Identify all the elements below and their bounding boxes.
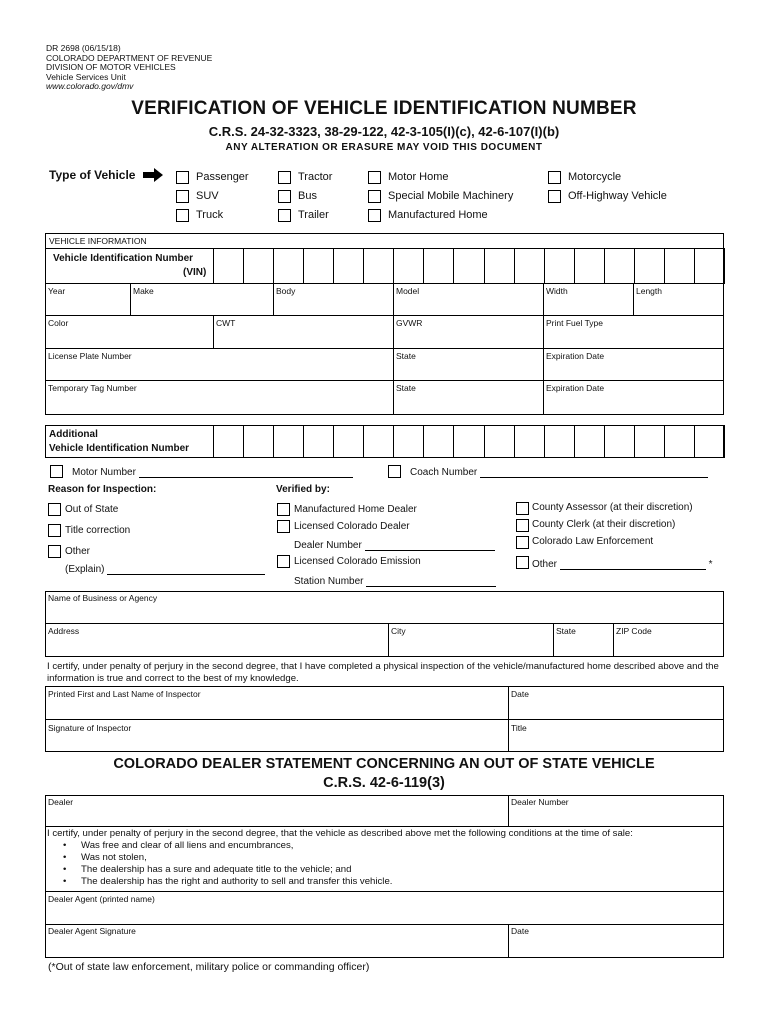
condition-item: • The dealership has the right and authority to sell and transfer this vehicle.: [47, 876, 722, 888]
motor-number-label: Motor Number: [72, 467, 136, 478]
emission-checkbox[interactable]: [277, 555, 290, 568]
certification-text: I certify, under penalty of perjury in the second degree, that I have completed a physical inspection of the vehicle/manufactured home described above and the information is true and correct to the best of my knowledge.: [47, 661, 719, 684]
vehicle-type-off-highway-vehicle-label: Off-Highway Vehicle: [568, 190, 667, 202]
additional-vin-cell[interactable]: [604, 425, 635, 458]
condition-item: • The dealership has a sure and adequate title to the vehicle; and: [47, 864, 722, 876]
additional-vin-cell[interactable]: [664, 425, 695, 458]
coach-number-checkbox[interactable]: [388, 465, 401, 478]
vin-cell[interactable]: [514, 248, 545, 284]
other-reason-label: Other: [65, 546, 91, 557]
vin-cell[interactable]: [453, 248, 484, 284]
statutes: C.R.S. 24-32-3323, 38-29-122, 42-3-105(I)(c), 42-6-107(I)(b): [208, 124, 560, 139]
additional-vin-cell[interactable]: [273, 425, 304, 458]
vehicle-type-motorcycle-checkbox[interactable]: [548, 171, 561, 184]
county-clerk-checkbox[interactable]: [516, 519, 529, 532]
vehicle-type-suv-checkbox[interactable]: [176, 190, 189, 203]
motor-number-line[interactable]: [139, 465, 353, 478]
dealer-statement-heading: COLORADO DEALER STATEMENT CONCERNING AN OUT OF STATE VEHICLE: [113, 756, 655, 772]
law-enforcement-label: Colorado Law Enforcement: [532, 536, 654, 547]
vehicle-type-passenger-checkbox[interactable]: [176, 171, 189, 184]
dealer-agent-name-label: Dealer Agent (printed name): [48, 894, 155, 904]
additional-label: Additional: [49, 429, 98, 440]
other-reason-checkbox[interactable]: [48, 545, 61, 558]
vin-cell[interactable]: [393, 248, 424, 284]
title-correction-checkbox[interactable]: [48, 524, 61, 537]
website-link[interactable]: www.colorado.gov/dmv: [46, 81, 134, 92]
temp-state-label: State: [396, 383, 416, 393]
reason-label: Reason for Inspection:: [48, 484, 157, 495]
vehicle-type-special-mobile-machinery-checkbox[interactable]: [368, 190, 381, 203]
dealer-certification: [47, 828, 722, 888]
address-label: Address: [48, 626, 80, 636]
vehicle-type-special-mobile-machinery-label: Special Mobile Machinery: [388, 190, 514, 202]
asterisk: *: [708, 559, 713, 570]
color-label: Color: [48, 318, 69, 328]
body-label: Body: [276, 286, 296, 296]
expiration-date-label: Expiration Date: [546, 351, 605, 361]
other-verifier-checkbox[interactable]: [516, 556, 529, 569]
city-label: City: [391, 626, 406, 636]
inspector-name-label: Printed First and Last Name of Inspector: [48, 689, 201, 699]
coach-number-line[interactable]: [480, 465, 708, 478]
business-state-label: State: [556, 626, 576, 636]
dealer-number-label: Dealer Number: [294, 540, 362, 551]
additional-vin-cell[interactable]: [243, 425, 274, 458]
model-label: Model: [396, 286, 420, 296]
dealer-number-line[interactable]: [365, 538, 495, 551]
vin-cell[interactable]: [484, 248, 515, 284]
year-label: Year: [48, 286, 66, 296]
department: COLORADO DEPARTMENT OF REVENUE: [46, 52, 213, 63]
page-title: VERIFICATION OF VEHICLE IDENTIFICATION NUMBER: [131, 98, 637, 119]
length-label: Length: [636, 286, 662, 296]
vin-cell[interactable]: [213, 248, 244, 284]
explain-label: (Explain): [65, 564, 105, 575]
unit: Vehicle Services Unit: [46, 71, 126, 82]
verified-by-label: Verified by:: [276, 484, 330, 495]
additional-vin-label: Vehicle Identification Number: [49, 443, 190, 454]
vehicle-info-heading: VEHICLE INFORMATION: [49, 236, 147, 246]
explain-line[interactable]: [107, 562, 265, 575]
vin-cell[interactable]: [243, 248, 274, 284]
dealer-statement-statute: C.R.S. 42-6-119(3): [323, 775, 445, 791]
vehicle-type-off-highway-vehicle-checkbox[interactable]: [548, 190, 561, 203]
vehicle-type-truck-label: Truck: [196, 209, 224, 221]
station-number-line[interactable]: [366, 574, 496, 587]
mh-dealer-checkbox[interactable]: [277, 503, 290, 516]
emission-label: Licensed Colorado Emission: [294, 556, 421, 567]
motor-number-checkbox[interactable]: [50, 465, 63, 478]
vehicle-type-motor-home-label: Motor Home: [388, 171, 449, 183]
mh-dealer-label: Manufactured Home Dealer: [294, 504, 417, 515]
inspector-title-label: Title: [511, 723, 527, 733]
additional-vin-cell[interactable]: [514, 425, 545, 458]
vehicle-type-suv-label: SUV: [196, 190, 219, 202]
business-name-label: Name of Business or Agency: [48, 593, 158, 603]
vin-cell[interactable]: [273, 248, 304, 284]
state-label: State: [396, 351, 416, 361]
dealer-certification-text: I certify, under penalty of perjury in the second degree, that the vehicle as described above met the following conditions at the time of sale:: [47, 828, 633, 839]
form-header: [46, 44, 212, 92]
out-of-state-checkbox[interactable]: [48, 503, 61, 516]
vehicle-type-tractor-checkbox[interactable]: [278, 171, 291, 184]
out-of-state-label: Out of State: [65, 504, 119, 515]
vehicle-type-bus-label: Bus: [298, 190, 317, 202]
width-label: Width: [546, 286, 568, 296]
arrow-right-icon: [143, 168, 163, 182]
additional-vin-cell[interactable]: [333, 425, 364, 458]
vehicle-type-motorcycle-label: Motorcycle: [568, 171, 622, 183]
licensed-dealer-label: Licensed Colorado Dealer: [294, 521, 410, 532]
vehicle-type-tractor-label: Tractor: [298, 171, 333, 183]
vehicle-type-trailer-label: Trailer: [298, 209, 329, 221]
dealer-label: Dealer: [48, 797, 74, 807]
vin-cell[interactable]: [423, 248, 454, 284]
type-of-vehicle-label: Type of Vehicle: [49, 168, 136, 182]
station-number-field: [294, 574, 496, 587]
additional-vin-cell[interactable]: [484, 425, 515, 458]
dealer-number-field: [294, 538, 495, 551]
additional-vin-cell[interactable]: [423, 425, 454, 458]
cwt-label: CWT: [216, 318, 236, 328]
additional-vin-cell[interactable]: [544, 425, 575, 458]
dealer-agent-signature-label: Dealer Agent Signature: [48, 926, 136, 936]
additional-vin-cell[interactable]: [393, 425, 424, 458]
inspector-signature-label: Signature of Inspector: [48, 723, 132, 733]
explain-field: [65, 562, 265, 575]
vin-label: Vehicle Identification Number: [53, 253, 194, 264]
form-id: DR 2698 (06/15/18): [46, 43, 121, 53]
licensed-dealer-checkbox[interactable]: [277, 520, 290, 533]
vehicle-type-manufactured-home-checkbox[interactable]: [368, 209, 381, 222]
footnote: (*Out of state law enforcement, military police or commanding officer): [48, 961, 370, 973]
other-verifier-label: Other: [532, 559, 558, 570]
additional-vin-cell[interactable]: [694, 425, 725, 458]
dealer-number-box-label: Dealer Number: [511, 797, 569, 807]
zip-code-label: ZIP Code: [616, 626, 652, 636]
vehicle-type-motor-home-checkbox[interactable]: [368, 171, 381, 184]
additional-vin-cell[interactable]: [634, 425, 665, 458]
license-plate-label: License Plate Number: [48, 351, 132, 361]
vehicle-type-truck-checkbox[interactable]: [176, 209, 189, 222]
vin-cell[interactable]: [634, 248, 665, 284]
vehicle-type-passenger-label: Passenger: [196, 171, 249, 183]
vin-cell[interactable]: [333, 248, 364, 284]
additional-vin-cell[interactable]: [363, 425, 394, 458]
vin-cell[interactable]: [303, 248, 334, 284]
additional-vin-cell[interactable]: [574, 425, 605, 458]
vehicle-type-manufactured-home-label: Manufactured Home: [388, 209, 488, 221]
title-correction-label: Title correction: [65, 525, 131, 536]
additional-vin-cell[interactable]: [303, 425, 334, 458]
gvwr-label: GVWR: [396, 318, 423, 328]
inspector-date-label: Date: [511, 689, 529, 699]
temp-tag-label: Temporary Tag Number: [48, 383, 137, 393]
coach-number-label: Coach Number: [410, 467, 478, 478]
vin-cell[interactable]: [664, 248, 695, 284]
other-verifier-field: [532, 557, 712, 570]
condition-item: • Was not stolen,: [47, 852, 722, 864]
county-assessor-checkbox[interactable]: [516, 502, 529, 515]
vin-cell[interactable]: [544, 248, 575, 284]
division: DIVISION OF MOTOR VEHICLES: [46, 62, 176, 73]
vin-cell[interactable]: [363, 248, 394, 284]
coach-number-field: [410, 465, 708, 478]
condition-item: • Was free and clear of all liens and encumbrances,: [47, 840, 722, 852]
county-clerk-label: County Clerk (at their discretion): [532, 519, 676, 530]
law-enforcement-checkbox[interactable]: [516, 536, 529, 549]
additional-vin-cell[interactable]: [453, 425, 484, 458]
motor-number-field: [72, 465, 353, 478]
vin-label-abbr: (VIN): [183, 267, 207, 278]
warning: ANY ALTERATION OR ERASURE MAY VOID THIS DOCUMENT: [225, 142, 543, 153]
vin-cell[interactable]: [604, 248, 635, 284]
additional-vin-cell[interactable]: [213, 425, 244, 458]
county-assessor-label: County Assessor (at their discretion): [532, 502, 693, 513]
temp-expiration-label: Expiration Date: [546, 383, 605, 393]
other-verifier-line[interactable]: [560, 557, 706, 570]
vehicle-type-bus-checkbox[interactable]: [278, 190, 291, 203]
vin-cell[interactable]: [694, 248, 725, 284]
vehicle-type-trailer-checkbox[interactable]: [278, 209, 291, 222]
station-number-label: Station Number: [294, 576, 364, 587]
conditions-list: [47, 840, 722, 888]
print-fuel-type-label: Print Fuel Type: [546, 318, 604, 328]
make-label: Make: [133, 286, 154, 296]
dealer-date-label: Date: [511, 926, 529, 936]
vin-cell[interactable]: [574, 248, 605, 284]
